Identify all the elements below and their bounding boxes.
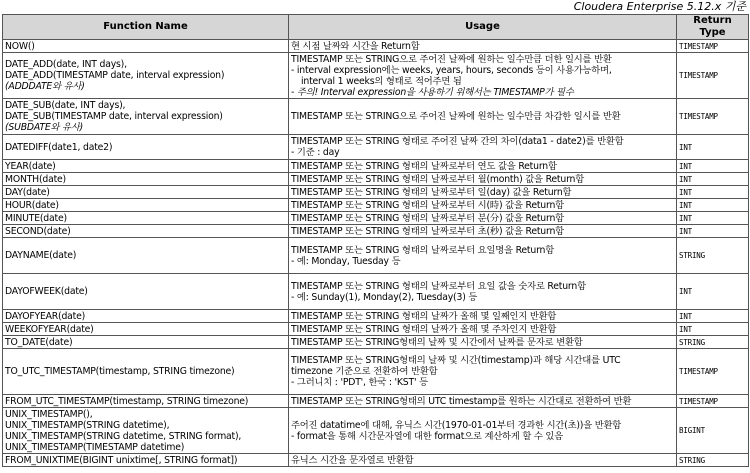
date-functions-table xyxy=(2,14,749,467)
return-type: INT xyxy=(677,225,749,238)
function-name: FROM_UTC_TIMESTAMP(timestamp, STRING timezone) xyxy=(5,395,249,407)
function-name: NOW() xyxy=(5,40,35,52)
table-row xyxy=(3,274,749,310)
function-cell xyxy=(3,173,289,186)
function-cell xyxy=(3,349,289,395)
function-cell xyxy=(3,395,289,408)
function-cell xyxy=(3,40,289,53)
table-row xyxy=(3,323,749,336)
table-row xyxy=(3,336,749,349)
function-cell xyxy=(3,199,289,212)
table-row xyxy=(3,160,749,173)
table-row xyxy=(3,310,749,323)
function-name: DATE_SUB(TIMESTAMP date, interval expression) xyxy=(5,111,223,122)
usage-cell xyxy=(289,186,677,199)
usage-text: - 예: Monday, Tuesday 등 xyxy=(291,255,401,267)
usage-text: TIMESTAMP 또는 STRING 형태의 날짜로부터 시(時) 값을 Return함 xyxy=(291,199,564,211)
table-row xyxy=(3,186,749,199)
return-type: TIMESTAMP xyxy=(677,99,749,135)
function-cell xyxy=(3,53,289,99)
usage-text: TIMESTAMP 또는 STRING형태의 날짜 및 시간(timestamp)과 해당 시간대를 UTC xyxy=(291,355,621,366)
function-name: DAYOFYEAR(date) xyxy=(5,310,86,322)
usage-text: - interval expression에는 weeks, years, hours, seconds 등이 사용가능하며, xyxy=(291,64,612,76)
table-row xyxy=(3,395,749,408)
function-name: DAYOFWEEK(date) xyxy=(5,286,88,297)
function-cell xyxy=(3,160,289,173)
return-type: INT xyxy=(677,186,749,199)
function-name: MONTH(date) xyxy=(5,173,66,185)
function-name: SECOND(date) xyxy=(5,225,71,237)
function-cell xyxy=(3,336,289,349)
usage-cell xyxy=(289,199,677,212)
return-type: STRING xyxy=(677,454,749,467)
table-row xyxy=(3,238,749,274)
return-type: INT xyxy=(677,135,749,160)
return-type: STRING xyxy=(677,336,749,349)
table-row xyxy=(3,212,749,225)
usage-cell xyxy=(289,40,677,53)
usage-cell xyxy=(289,310,677,323)
function-name: DATE_ADD(date, INT days), xyxy=(5,59,127,70)
function-name: YEAR(date) xyxy=(5,160,56,172)
table-row xyxy=(3,199,749,212)
usage-cell xyxy=(289,454,677,467)
usage-text: TIMESTAMP 또는 STRING 형태의 날짜로부터 연도 값을 Return함 xyxy=(291,160,557,172)
return-type: BIGINT xyxy=(677,408,749,454)
return-type: INT xyxy=(677,199,749,212)
usage-text: 현 시점 날짜와 시간을 Return함 xyxy=(291,40,420,52)
function-cell xyxy=(3,274,289,310)
table-row xyxy=(3,135,749,160)
function-name: TO_UTC_TIMESTAMP(timestamp, STRING timezone) xyxy=(5,366,235,377)
table-row xyxy=(3,53,749,99)
function-name: UNIX_TIMESTAMP(TIMESTAMP datetime) xyxy=(5,441,185,453)
usage-text: TIMESTAMP 또는 STRING으로 주어진 날짜에 원하는 일수만큼 더한 일시를 반환 xyxy=(291,53,612,65)
return-type: INT xyxy=(677,323,749,336)
function-name: DAY(date) xyxy=(5,186,50,198)
usage-cell xyxy=(289,408,677,454)
header-function-name: Function Name xyxy=(3,15,289,40)
usage-text: TIMESTAMP 또는 STRING형태의 UTC timestamp를 원하는 시간대로 전환하여 반환 xyxy=(291,395,632,407)
usage-cell xyxy=(289,135,677,160)
usage-text: - 그러니치 : 'PDT', 한국 : 'KST' 등 xyxy=(291,377,428,388)
usage-text: 주어진 datatime에 대해, 유닉스 시간(1970-01-01부터 경과한 시간(초))을 반환함 xyxy=(291,419,622,431)
usage-text: TIMESTAMP 또는 STRING 형태의 날짜로부터 요일명을 Return함 xyxy=(291,244,554,256)
return-type: TIMESTAMP xyxy=(677,395,749,408)
function-cell xyxy=(3,99,289,135)
return-type: TIMESTAMP xyxy=(677,53,749,99)
function-name: DATEDIFF(date1, date2) xyxy=(5,141,113,153)
usage-cell xyxy=(289,323,677,336)
usage-text: 유닉스 시간을 문자열로 반환함 xyxy=(291,454,414,466)
table-caption: Cloudera Enterprise 5.12.x 기준 xyxy=(573,0,746,13)
usage-cell xyxy=(289,349,677,395)
usage-text: TIMESTAMP 또는 STRING으로 주어진 날짜에 원하는 일수만큼 차감한 일시를 반환 xyxy=(291,111,621,122)
usage-text: - 기준 : day xyxy=(291,147,340,158)
function-cell xyxy=(3,408,289,454)
function-cell xyxy=(3,186,289,199)
return-type: INT xyxy=(677,310,749,323)
return-type: INT xyxy=(677,160,749,173)
function-note: (ADDDATE와 유사) xyxy=(5,81,85,92)
table-row xyxy=(3,454,749,467)
function-name: WEEKOFYEAR(date) xyxy=(5,323,94,335)
usage-text: TIMESTAMP 또는 STRING 형태의 날짜로부터 월(month) 값을 Return함 xyxy=(291,173,584,185)
header-usage: Usage xyxy=(289,15,677,40)
usage-text: interval 1 weeks의 형태로 적어주면 됨 xyxy=(301,75,462,87)
function-name: UNIX_TIMESTAMP(), xyxy=(5,408,93,420)
function-note: (SUBDATE와 유사) xyxy=(5,122,84,133)
return-type: TIMESTAMP xyxy=(677,40,749,53)
usage-text: TIMESTAMP 또는 STRING 형태의 날짜가 올해 몇 주차인지 반환함 xyxy=(291,323,557,335)
usage-text: TIMESTAMP 또는 STRING 형태의 날짜로부터 분(分) 값을 Return함 xyxy=(291,212,564,224)
function-cell xyxy=(3,225,289,238)
usage-text: TIMESTAMP 또는 STRING 형태의 날짜로부터 일(day) 값을 Return함 xyxy=(291,186,572,198)
usage-note: - 주의! Interval expression을 사용하기 위해서는 TIMESTAMP가 필수 xyxy=(291,86,574,98)
function-name: UNIX_TIMESTAMP(STRING datetime), xyxy=(5,419,170,431)
table-row xyxy=(3,99,749,135)
usage-text: TIMESTAMP 또는 STRING 형태의 날짜로부터 요일 값을 숫자로 Return함 xyxy=(291,280,586,292)
header-return-type: Return Type xyxy=(677,15,749,40)
function-name: UNIX_TIMESTAMP(STRING datetime, STRING format), xyxy=(5,430,242,442)
table-row xyxy=(3,349,749,395)
header-row xyxy=(3,15,749,40)
function-cell xyxy=(3,454,289,467)
function-cell xyxy=(3,212,289,225)
function-name: DATE_ADD(TIMESTAMP date, interval expression) xyxy=(5,70,225,81)
function-cell xyxy=(3,135,289,160)
function-cell xyxy=(3,238,289,274)
usage-text: timezone 기준으로 전환하여 반환함 xyxy=(291,366,438,377)
function-name: MINUTE(date) xyxy=(5,212,67,224)
usage-cell xyxy=(289,238,677,274)
table-row xyxy=(3,40,749,53)
usage-text: TIMESTAMP 또는 STRING 형태로 주어진 날짜 간의 차이(data1 - date2)를 반환함 xyxy=(291,136,624,147)
function-name: DAYNAME(date) xyxy=(5,250,77,261)
usage-text: TIMESTAMP 또는 STRING형태의 날짜 및 시간에서 날짜를 문자로 변환함 xyxy=(291,336,583,348)
return-type: INT xyxy=(677,173,749,186)
usage-cell xyxy=(289,212,677,225)
usage-cell xyxy=(289,395,677,408)
function-name: TO_DATE(date) xyxy=(5,336,73,348)
function-name: DATE_SUB(date, INT days), xyxy=(5,100,126,111)
return-type: STRING xyxy=(677,238,749,274)
table-row xyxy=(3,225,749,238)
usage-cell xyxy=(289,274,677,310)
usage-text: TIMESTAMP 또는 STRING 형태의 날짜가 올해 몇 일째인지 반환함 xyxy=(291,310,557,322)
return-type: INT xyxy=(677,212,749,225)
usage-cell xyxy=(289,53,677,99)
usage-text: TIMESTAMP 또는 STRING 형태의 날짜로부터 초(秒) 값을 Return함 xyxy=(291,225,564,237)
function-cell xyxy=(3,323,289,336)
function-name: HOUR(date) xyxy=(5,199,59,211)
usage-text: - 예: Sunday(1), Monday(2), Tuesday(3) 등 xyxy=(291,291,478,303)
function-cell xyxy=(3,310,289,323)
function-name: FROM_UNIXTIME(BIGINT unixtime[, STRING format]) xyxy=(5,454,238,466)
table-row xyxy=(3,173,749,186)
usage-cell xyxy=(289,225,677,238)
return-type: TIMESTAMP xyxy=(677,349,749,395)
return-type: INT xyxy=(677,274,749,310)
usage-cell xyxy=(289,99,677,135)
usage-cell xyxy=(289,160,677,173)
table-row xyxy=(3,408,749,454)
usage-text: - format을 통해 시간문자열에 대한 format으로 계산하게 할 수 있음 xyxy=(291,430,563,442)
usage-cell xyxy=(289,173,677,186)
usage-cell xyxy=(289,336,677,349)
